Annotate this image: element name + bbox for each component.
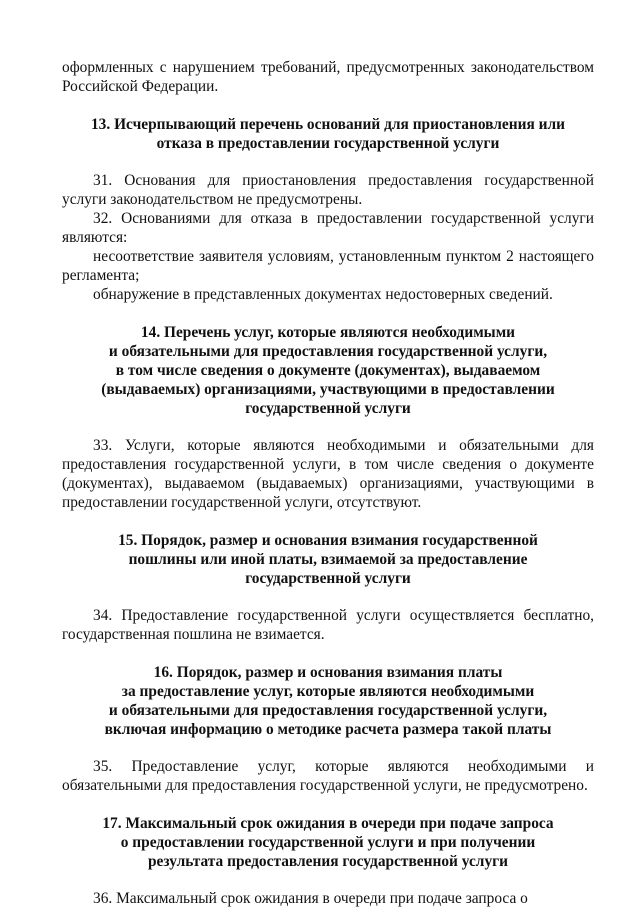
heading-line: пошлины или иной платы, взимаемой за предоставление xyxy=(128,551,528,568)
section-heading-17 xyxy=(62,814,594,871)
paragraph-32: 32. Основаниями для отказа в предоставлении государственной услуги являются: xyxy=(62,210,594,246)
heading-line: и обязательными для предоставления государственной услуги, xyxy=(108,343,548,360)
heading-line: государственной услуги xyxy=(245,400,411,417)
document-page xyxy=(62,58,594,908)
paragraph-35: 35. Предоставление услуг, которые являются необходимыми и обязательными для предоставления государственной услуги, не предусмотрено. xyxy=(62,758,594,794)
heading-line: 13. Исчерпывающий перечень оснований для приостановления или xyxy=(90,116,565,133)
paragraph-32-item-2: обнаружение в представленных документах недостоверных сведений. xyxy=(93,286,553,303)
heading-line: отказа в предоставлении государственной услуги xyxy=(156,135,500,152)
paragraph-31: 31. Основания для приостановления предоставления государственной услуги законодательством не предусмотрены. xyxy=(62,172,594,208)
heading-line: включая информацию о методике расчета размера такой платы xyxy=(104,721,552,738)
paragraph: оформленных с нарушением требований, предусмотренных законодательством Российской Федерации. xyxy=(62,59,594,95)
section-heading-14 xyxy=(62,323,594,418)
heading-line: 16. Порядок, размер и основания взимания платы xyxy=(153,664,503,681)
heading-line: и обязательными для предоставления государственной услуги, xyxy=(108,702,548,719)
paragraph-34: 34. Предоставление государственной услуги осуществляется бесплатно, государственная пошлина не взимается. xyxy=(62,607,594,643)
heading-line: 14. Перечень услуг, которые являются необходимыми xyxy=(140,324,516,341)
heading-line: (выдаваемых) организациями, участвующими в предоставлении xyxy=(101,381,555,398)
heading-line: результата предоставления государственной услуги xyxy=(148,853,508,870)
heading-line: за предоставление услуг, которые являются необходимыми xyxy=(121,683,535,700)
section-heading-16 xyxy=(62,663,594,739)
heading-line: о предоставлении государственной услуги и при получении xyxy=(120,834,536,851)
paragraph-36: 36. Максимальный срок ожидания в очереди при подаче запроса о xyxy=(93,890,528,907)
heading-line: в том числе сведения о документе (документах), выдаваемом xyxy=(115,362,541,379)
section-heading-15 xyxy=(62,531,594,588)
heading-line: 15. Порядок, размер и основания взимания государственной xyxy=(118,532,538,549)
paragraph-33: 33. Услуги, которые являются необходимыми и обязательными для предоставления государственной услуги, в том числе сведения о документе (документах), выдаваемом (выдаваемых) организациями, участвующими в предоставлении государственной услуги, отсутствуют. xyxy=(62,437,594,511)
heading-line: государственной услуги xyxy=(245,570,411,587)
section-heading-13 xyxy=(62,115,594,153)
heading-line: 17. Максимальный срок ожидания в очереди при подаче запроса xyxy=(102,815,554,832)
paragraph-32-item-1: несоответствие заявителя условиям, установленным пунктом 2 настоящего регламента; xyxy=(62,248,594,284)
